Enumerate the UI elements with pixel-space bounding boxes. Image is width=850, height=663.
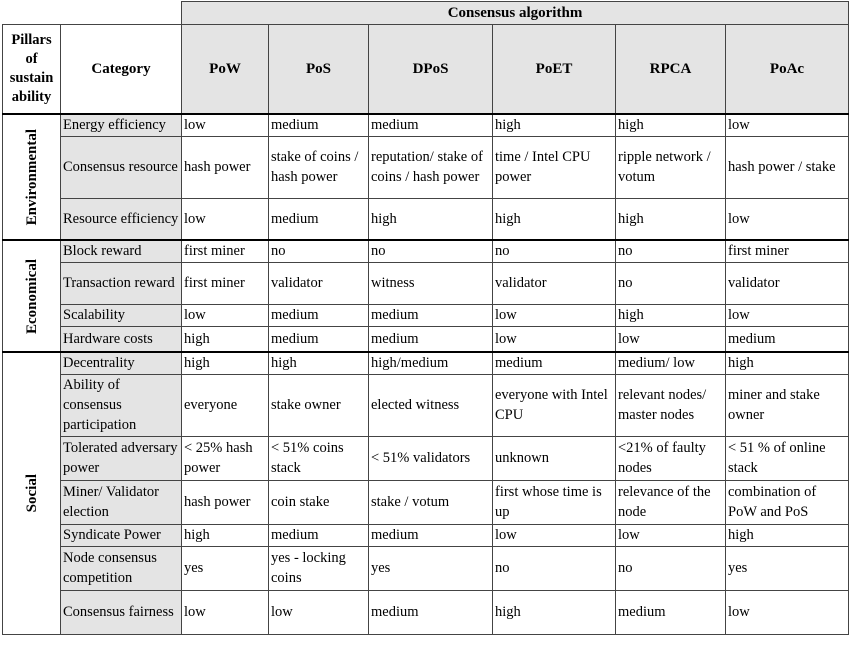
algorithm-header: DPoS	[369, 25, 493, 115]
table-row	[3, 326, 849, 352]
value-cell: high	[493, 114, 616, 136]
value-cell: miner and stake owner	[726, 374, 849, 436]
category-cell: Consensus resource	[61, 136, 182, 198]
value-cell: medium	[269, 326, 369, 352]
value-cell: no	[269, 240, 369, 262]
algorithm-header: PoET	[493, 25, 616, 115]
value-cell: hash power / stake	[726, 136, 849, 198]
value-cell: yes	[369, 546, 493, 590]
value-cell: high	[493, 198, 616, 240]
value-cell: yes	[726, 546, 849, 590]
value-cell: low	[493, 326, 616, 352]
value-cell: low	[493, 304, 616, 326]
value-cell: low	[726, 590, 849, 634]
table-row	[3, 480, 849, 524]
value-cell: everyone	[182, 374, 269, 436]
value-cell: low	[269, 590, 369, 634]
value-cell: validator	[493, 262, 616, 304]
table-row	[3, 262, 849, 304]
value-cell: medium	[369, 114, 493, 136]
value-cell: first whose time is up	[493, 480, 616, 524]
algorithm-header: PoS	[269, 25, 369, 115]
category-cell: Tolerated adversary power	[61, 436, 182, 480]
algorithm-header: RPCA	[616, 25, 726, 115]
value-cell: first miner	[182, 262, 269, 304]
category-cell: Hardware costs	[61, 326, 182, 352]
table-row	[3, 590, 849, 634]
value-cell: medium	[369, 326, 493, 352]
value-cell: low	[616, 326, 726, 352]
value-cell: medium	[369, 304, 493, 326]
empty-corner	[3, 2, 182, 25]
value-cell: no	[616, 240, 726, 262]
category-cell: Scalability	[61, 304, 182, 326]
value-cell: stake of coins / hash power	[269, 136, 369, 198]
group-header: Consensus algorithm	[182, 2, 849, 25]
value-cell: unknown	[493, 436, 616, 480]
algorithm-header: PoW	[182, 25, 269, 115]
category-cell: Energy efficiency	[61, 114, 182, 136]
table-row	[3, 114, 849, 136]
value-cell: witness	[369, 262, 493, 304]
value-cell: first miner	[182, 240, 269, 262]
value-cell: medium/ low	[616, 352, 726, 374]
table-row	[3, 352, 849, 374]
category-cell: Block reward	[61, 240, 182, 262]
value-cell: medium	[726, 326, 849, 352]
value-cell: low	[616, 524, 726, 546]
pillar-label: Economical	[23, 258, 40, 334]
value-cell: time / Intel CPU power	[493, 136, 616, 198]
value-cell: low	[726, 198, 849, 240]
value-cell: low	[493, 524, 616, 546]
category-cell: Transaction reward	[61, 262, 182, 304]
value-cell: high	[726, 352, 849, 374]
value-cell: high	[726, 524, 849, 546]
value-cell: < 51% coins stack	[269, 436, 369, 480]
value-cell: medium	[493, 352, 616, 374]
value-cell: medium	[369, 590, 493, 634]
value-cell: < 25% hash power	[182, 436, 269, 480]
category-cell: Node consensus competition	[61, 546, 182, 590]
pillar-cell	[3, 352, 61, 634]
pillar-label: Social	[23, 474, 40, 513]
value-cell: no	[369, 240, 493, 262]
value-cell: high	[182, 352, 269, 374]
value-cell: relevance of the node	[616, 480, 726, 524]
value-cell: no	[493, 546, 616, 590]
category-cell: Consensus fairness	[61, 590, 182, 634]
table-body	[3, 114, 849, 634]
value-cell: stake / votum	[369, 480, 493, 524]
value-cell: high	[369, 198, 493, 240]
pillar-cell	[3, 114, 61, 240]
value-cell: high	[616, 198, 726, 240]
value-cell: medium	[269, 304, 369, 326]
category-header: Category	[61, 25, 182, 115]
value-cell: yes	[182, 546, 269, 590]
pillar-label: Environmental	[23, 128, 40, 226]
value-cell: reputation/ stake of coins / hash power	[369, 136, 493, 198]
table-row	[3, 436, 849, 480]
value-cell: first miner	[726, 240, 849, 262]
value-cell: coin stake	[269, 480, 369, 524]
table-row	[3, 304, 849, 326]
value-cell: high	[616, 304, 726, 326]
value-cell: high	[182, 326, 269, 352]
pillars-header: Pillars of sustain ability	[3, 25, 61, 115]
value-cell: no	[616, 546, 726, 590]
value-cell: high	[182, 524, 269, 546]
value-cell: everyone with Intel CPU	[493, 374, 616, 436]
value-cell: high	[616, 114, 726, 136]
value-cell: high/medium	[369, 352, 493, 374]
value-cell: medium	[269, 524, 369, 546]
value-cell: validator	[269, 262, 369, 304]
value-cell: no	[616, 262, 726, 304]
value-cell: low	[726, 114, 849, 136]
table-row	[3, 240, 849, 262]
value-cell: stake owner	[269, 374, 369, 436]
pillar-cell	[3, 240, 61, 352]
value-cell: low	[726, 304, 849, 326]
category-cell: Ability of consensus participation	[61, 374, 182, 436]
category-cell: Syndicate Power	[61, 524, 182, 546]
category-cell: Miner/ Validator election	[61, 480, 182, 524]
value-cell: validator	[726, 262, 849, 304]
value-cell: relevant nodes/ master nodes	[616, 374, 726, 436]
value-cell: low	[182, 198, 269, 240]
table-row	[3, 524, 849, 546]
value-cell: <21% of faulty nodes	[616, 436, 726, 480]
value-cell: < 51 % of online stack	[726, 436, 849, 480]
value-cell: hash power	[182, 480, 269, 524]
value-cell: no	[493, 240, 616, 262]
algorithm-header: PoAc	[726, 25, 849, 115]
value-cell: high	[493, 590, 616, 634]
value-cell: hash power	[182, 136, 269, 198]
value-cell: medium	[616, 590, 726, 634]
consensus-comparison-table	[2, 1, 849, 635]
value-cell: high	[269, 352, 369, 374]
table-row	[3, 136, 849, 198]
value-cell: low	[182, 114, 269, 136]
table-row	[3, 374, 849, 436]
value-cell: combination of PoW and PoS	[726, 480, 849, 524]
table-row	[3, 546, 849, 590]
value-cell: elected witness	[369, 374, 493, 436]
table-row	[3, 198, 849, 240]
category-cell: Resource efficiency	[61, 198, 182, 240]
value-cell: yes - locking coins	[269, 546, 369, 590]
value-cell: medium	[269, 114, 369, 136]
value-cell: low	[182, 590, 269, 634]
value-cell: medium	[369, 524, 493, 546]
value-cell: < 51% validators	[369, 436, 493, 480]
value-cell: low	[182, 304, 269, 326]
value-cell: medium	[269, 198, 369, 240]
category-cell: Decentrality	[61, 352, 182, 374]
value-cell: ripple network / votum	[616, 136, 726, 198]
